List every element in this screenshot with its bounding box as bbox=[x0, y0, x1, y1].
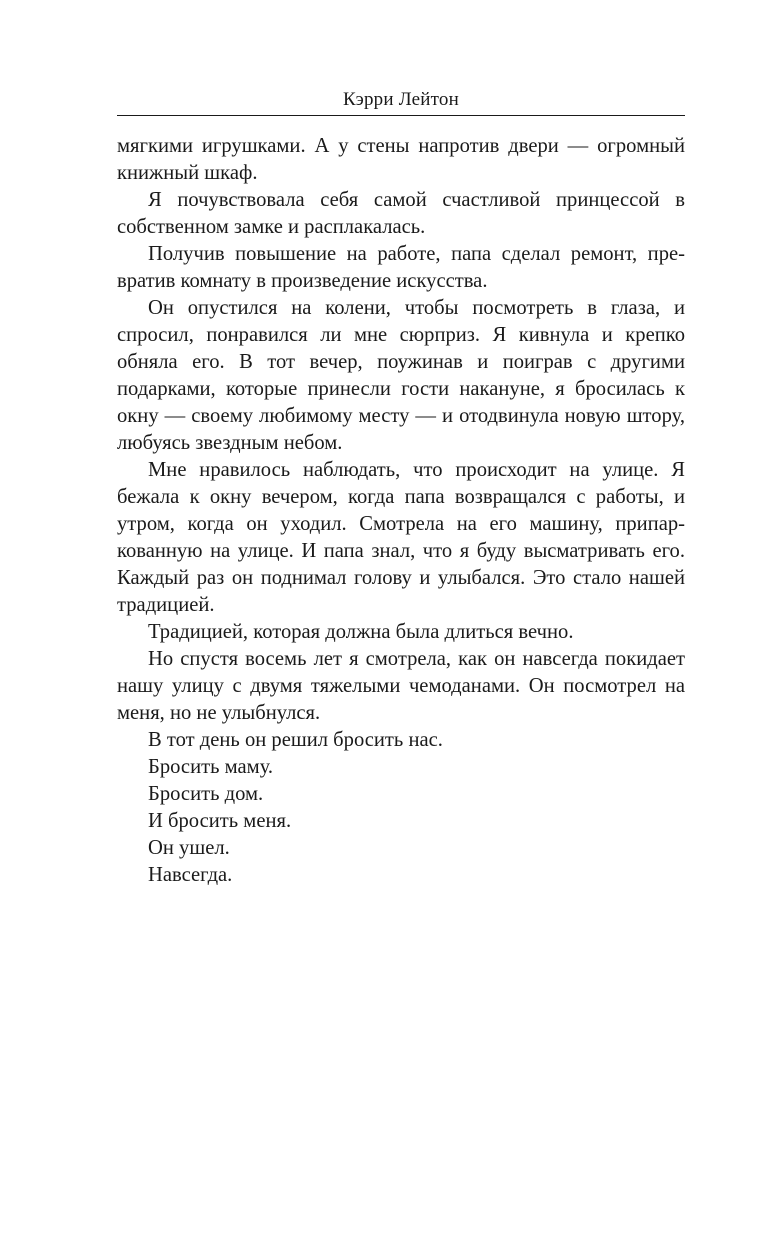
header-rule bbox=[117, 115, 685, 116]
paragraph-13: Навсегда. bbox=[148, 864, 233, 886]
paragraph-6: Традицией, которая должна была длиться вечно. bbox=[148, 621, 574, 643]
paragraph-3: Получив повышение на работе, папа сделал ремонт, превратив комнату в произведение искусства. bbox=[117, 243, 685, 292]
body-text bbox=[117, 133, 685, 889]
paragraph-8: В тот день он решил бросить нас. bbox=[148, 729, 443, 751]
paragraph-4: Он опустился на колени, чтобы посмотреть в глаза, и спросил, понравился ли мне сюрприз. Я кивнула и крепко обняла его. В тот вечер, поужинав и поиграв с другими подарками, которые принесли гости накануне, я бросилась к окну — своему любимому месту — и отодвинула новую штору, любуясь звездным небом. bbox=[117, 297, 685, 454]
paragraph-12: Он ушел. bbox=[148, 837, 230, 859]
paragraph-7: Но спустя восемь лет я смотрела, как он навсегда покидает нашу улицу с двумя тяжелыми чемоданами. Он посмотрел на меня, но не улыбнулся. bbox=[117, 648, 685, 724]
paragraph-9: Бросить маму. bbox=[148, 756, 274, 778]
running-header-author: Кэрри Лейтон bbox=[343, 89, 459, 110]
paragraph-10: Бросить дом. bbox=[148, 783, 264, 805]
paragraph-1: мягкими игрушками. А у стены напротив двери — огромный книжный шкаф. bbox=[117, 135, 685, 184]
paragraph-5: Мне нравилось наблюдать, что происходит на улице. Я бежала к окну вечером, когда папа возвращался с работы, и утром, когда он уходил. Смотрела на его машину, припаркованную на улице. И папа знал, что я буду высматривать его. Каждый раз он поднимал голову и улыбался. Это стало нашей традицией. bbox=[117, 459, 685, 616]
paragraph-11: И бросить меня. bbox=[148, 810, 292, 832]
paragraph-2: Я почувствовала себя самой счастливой принцессой в собственном замке и расплакалась. bbox=[117, 189, 685, 238]
